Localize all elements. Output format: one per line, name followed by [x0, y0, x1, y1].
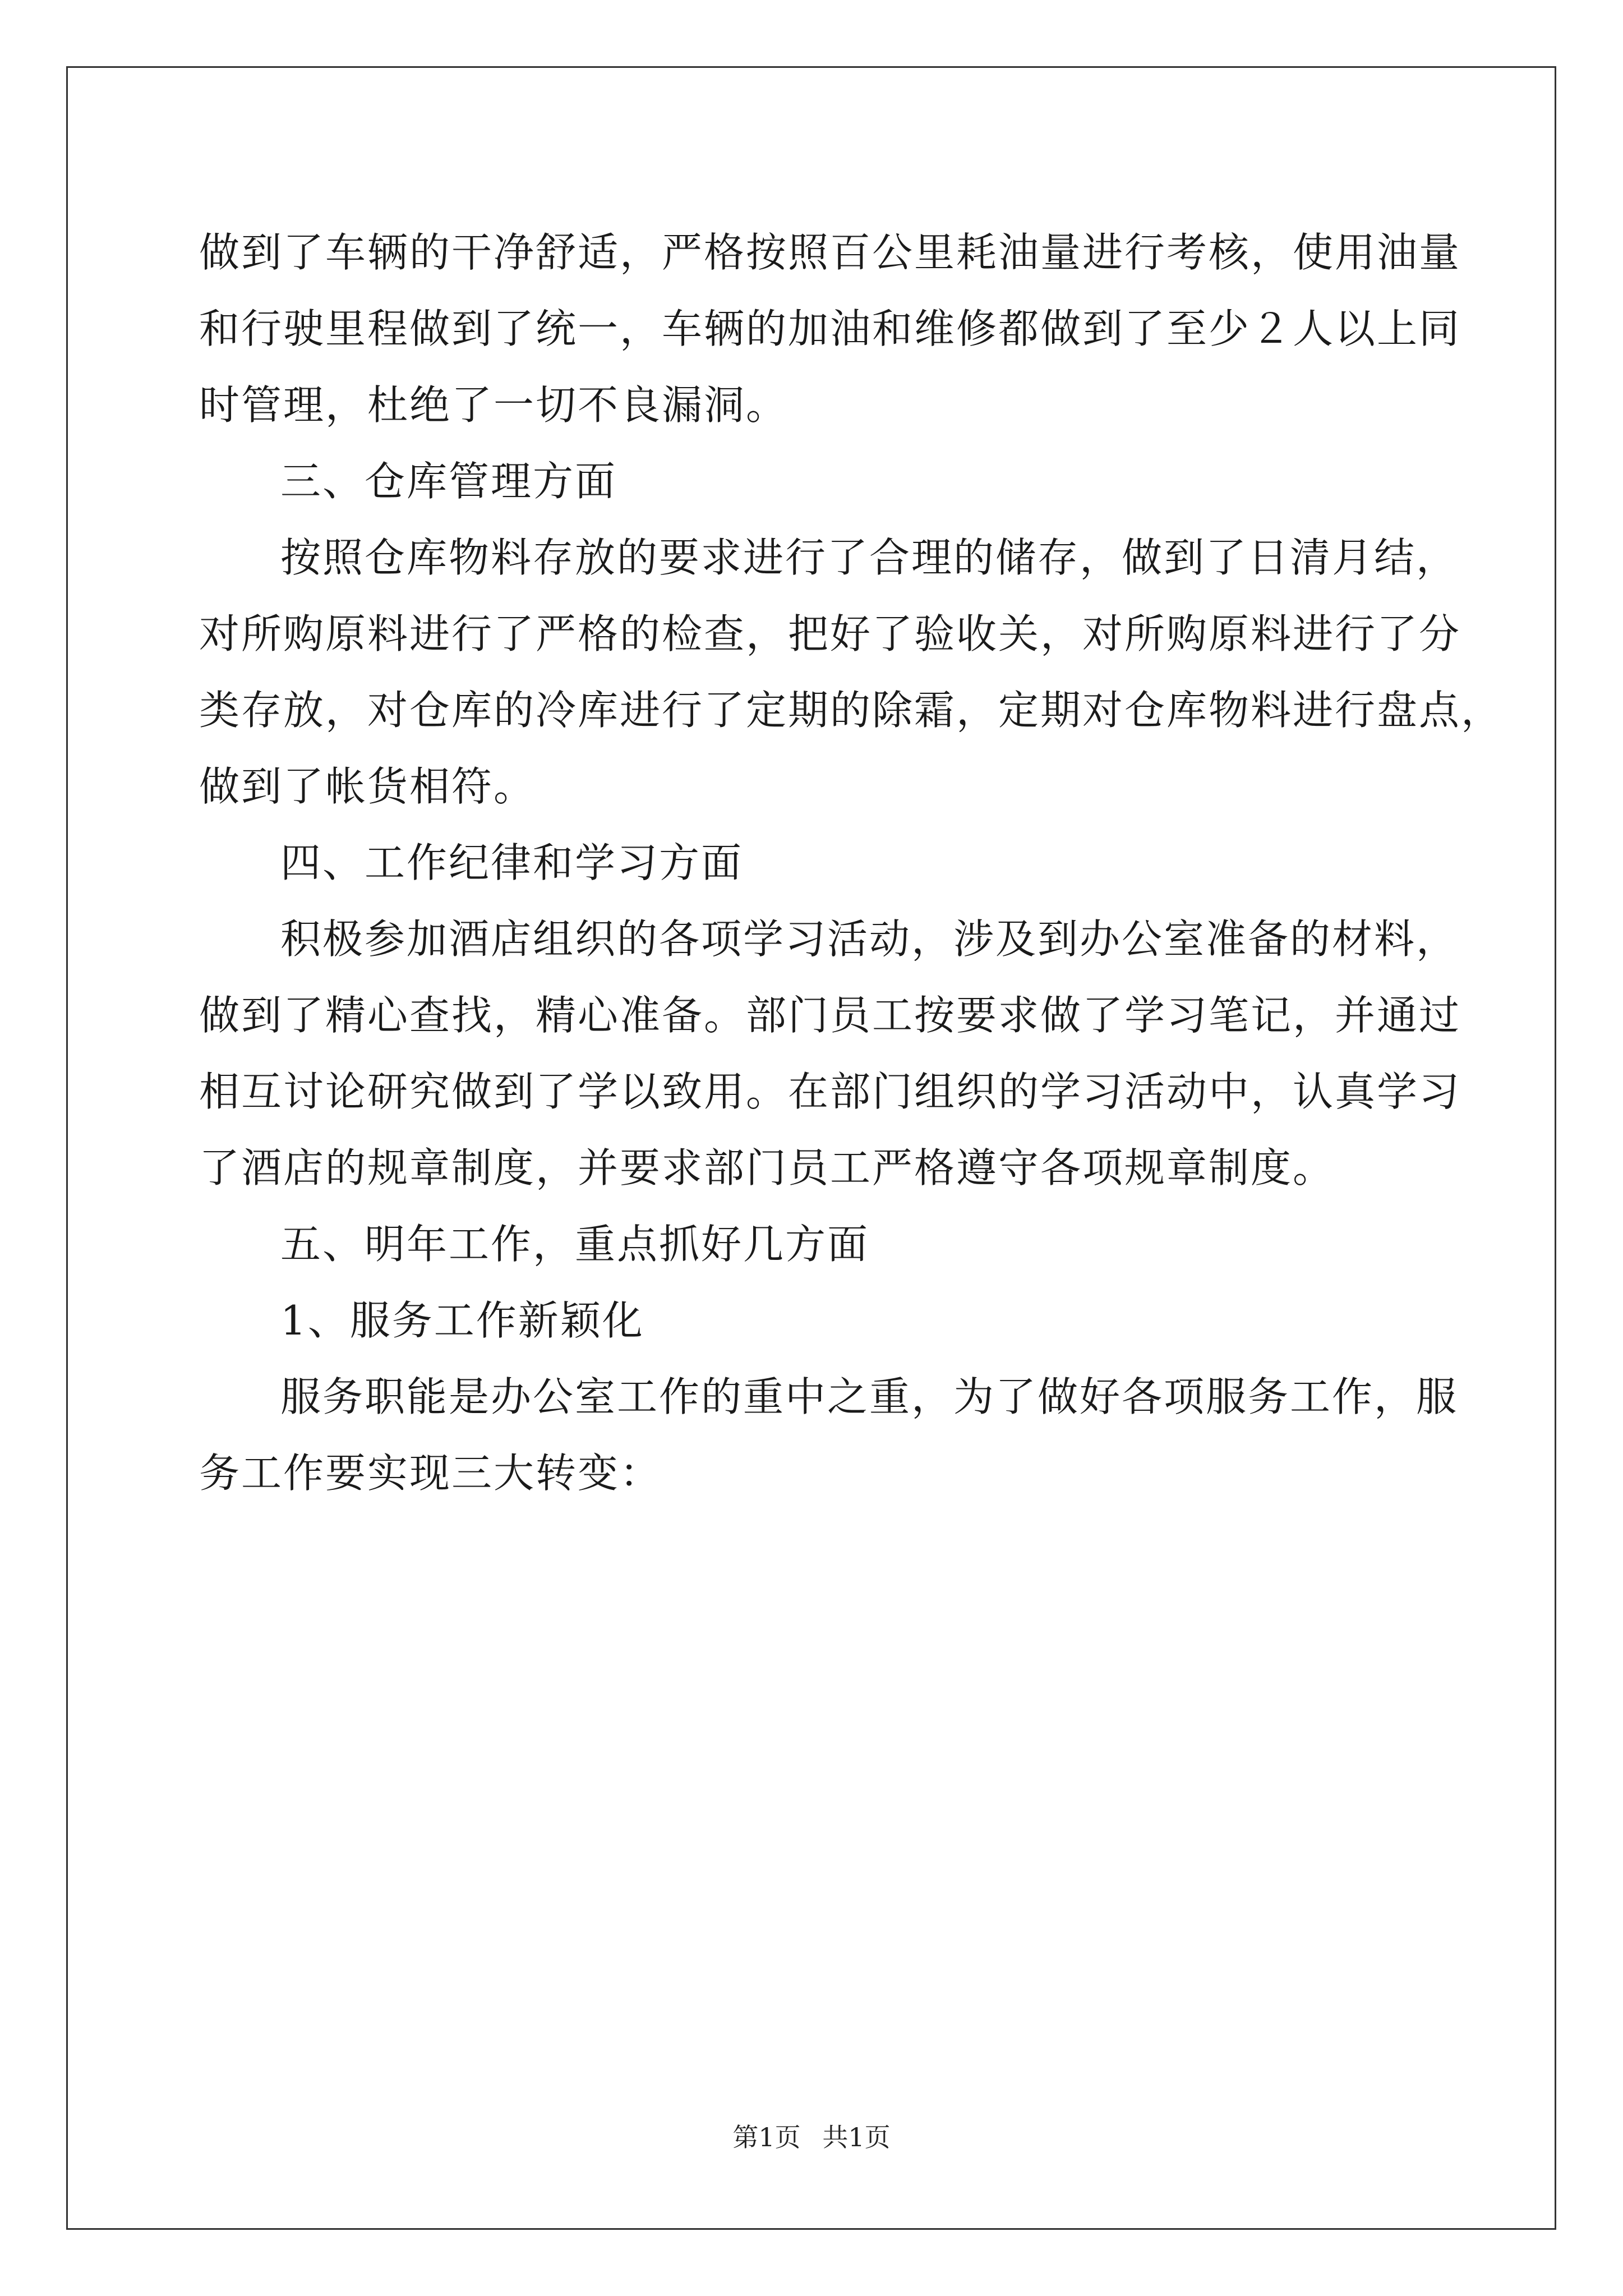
- page-total: 共1页: [822, 2122, 891, 2152]
- body-line: 做到了帐货相符。: [199, 763, 536, 810]
- body-line: 做到了精心查找，精心准备。部门员工按要求做了学习笔记，并通过: [199, 992, 1461, 1039]
- body-line: 类存放，对仓库的冷库进行了定期的除霜，定期对仓库物料进行盘点，: [199, 687, 1504, 734]
- body-line: 务工作要实现三大转变：: [199, 1450, 662, 1497]
- body-line: 时管理，杜绝了一切不良漏洞。: [199, 381, 789, 429]
- body-line: 服务职能是办公室工作的重中之重，为了做好各项服务工作，服: [280, 1373, 1459, 1420]
- section-heading: 三、仓库管理方面: [280, 458, 617, 505]
- body-line: 做到了车辆的干净舒适，严格按照百公里耗油量进行考核，使用油量: [199, 229, 1461, 276]
- body-line: 按照仓库物料存放的要求进行了合理的储存，做到了日清月结，: [280, 534, 1459, 581]
- body-line: 积极参加酒店组织的各项学习活动，涉及到办公室准备的材料，: [280, 915, 1459, 963]
- page-footer: [0, 2120, 1623, 2154]
- page-number: 第1页: [732, 2122, 801, 2152]
- body-line: 对所购原料进行了严格的检查，把好了验收关，对所购原料进行了分: [199, 610, 1461, 657]
- section-heading: 五、明年工作，重点抓好几方面: [280, 1221, 870, 1268]
- section-heading: 四、工作纪律和学习方面: [280, 839, 744, 886]
- body-line: 和行驶里程做到了统一，车辆的加油和维修都做到了至少２人以上同: [199, 305, 1461, 352]
- body-line: 了酒店的规章制度，并要求部门员工严格遵守各项规章制度。: [199, 1144, 1335, 1191]
- body-line: 相互讨论研究做到了学以致用。在部门组织的学习活动中，认真学习: [199, 1068, 1461, 1115]
- subsection-heading: 1、服务工作新颖化: [280, 1297, 644, 1344]
